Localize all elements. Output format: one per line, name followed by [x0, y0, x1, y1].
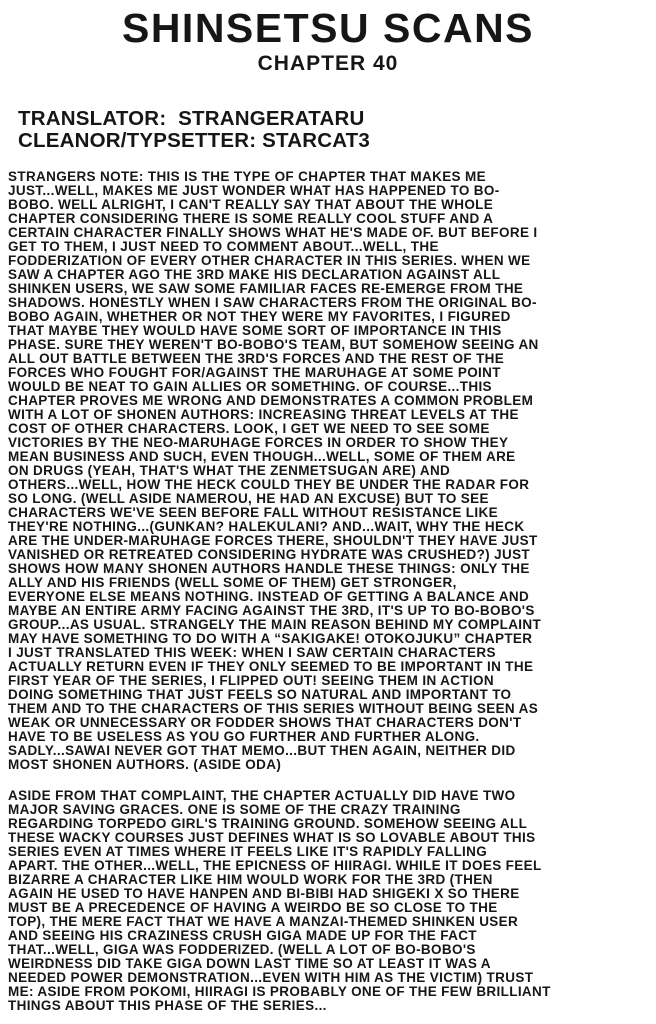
text-line: MUST BE A PRECEDENCE OF HAVING A WEIRDO BE SO CLOSE TO THE	[8, 900, 498, 915]
text-line: FODDERIZATION OF EVERY OTHER CHARACTER IN THIS SERIES. WHEN WE	[8, 253, 531, 268]
text-line: MEAN BUSINESS AND SUCH, EVEN THOUGH...WELL, SOME OF THEM ARE	[8, 449, 516, 464]
header	[0, 0, 656, 75]
text-line: CLEANOR/TYPSETTER: STARCAT3	[18, 129, 371, 152]
text-line: REGARDING TORPEDO GIRL'S TRAINING GROUND. SOMEHOW SEEING ALL	[8, 816, 528, 831]
text-line: WEAK OR UNNECESSARY OR FODDER SHOWS THAT CHARACTERS DON'T	[8, 715, 522, 730]
text-line: VANISHED OR RETREATED CONSIDERING HYDRATE WAS CRUSHED?) JUST	[8, 547, 531, 562]
notes-paragraph-2	[8, 789, 650, 1013]
text-line: I JUST TRANSLATED THIS WEEK: WHEN I SAW CERTAIN CHARACTERS	[8, 645, 496, 660]
text-line: THAT MAYBE THEY WOULD HAVE SOME SORT OF IMPORTANCE IN THIS	[8, 323, 502, 338]
text-line: APART. THE OTHER...WELL, THE EPICNESS OF HIIRAGI. WHILE IT DOES FEEL	[8, 858, 542, 873]
text-line: CHAPTER PROVES ME WRONG AND DEMONSTRATES A COMMON PROBLEM	[8, 393, 534, 408]
text-line: ARE THE UNDER-MARUHAGE FORCES THERE, SHOULDN'T THEY HAVE JUST	[8, 533, 538, 548]
text-line: THINGS ABOUT THIS PHASE OF THE SERIES...	[8, 998, 327, 1013]
text-line: MAJOR SAVING GRACES. ONE IS SOME OF THE CRAZY TRAINING	[8, 802, 461, 817]
text-line: ON DRUGS (YEAH, THAT'S WHAT THE ZENMETSUGAN ARE) AND	[8, 463, 451, 478]
text-line: SHADOWS. HONESTLY WHEN I SAW CHARACTERS FROM THE ORIGINAL BO-	[8, 295, 537, 310]
text-line: HAVE TO BE USELESS AS YOU GO FURTHER AND FURTHER ALONG.	[8, 729, 480, 744]
text-line: THAT...WELL, GIGA WAS FODDERIZED. (WELL A LOT OF BO-BOBO'S	[8, 942, 476, 957]
text-line: VICTORIES BY THE NEO-MARUHAGE FORCES IN ORDER TO SHOW THEY	[8, 435, 509, 450]
text-line: NEEDED POWER DEMONSTRATION...EVEN WITH HIM AS THE VICTIM) TRUST	[8, 970, 534, 985]
page-title: SHINSETSU SCANS	[121, 5, 535, 51]
text-line: SAW A CHAPTER AGO THE 3RD MAKE HIS DECLARATION AGAINST ALL	[8, 267, 501, 282]
text-line: COST OF OTHER CHARACTERS. LOOK, I GET WE NEED TO SEE SOME	[8, 421, 490, 436]
text-line: MOST SHONEN AUTHORS. (ASIDE ODA)	[8, 757, 282, 772]
text-line: PHASE. SURE THEY WEREN'T BO-BOBO'S TEAM, BUT SOMEHOW SEEING AN	[8, 337, 539, 352]
text-line: TOP), THE MERE FACT THAT WE HAVE A MANZAI-THEMED SHINKEN USER	[8, 914, 519, 929]
translator-notes	[8, 170, 650, 1013]
text-line: JUST...WELL, MAKES ME JUST WONDER WHAT HAS HAPPENED TO BO-	[8, 183, 500, 198]
text-line: GROUP...AS USUAL. STRANGELY THE MAIN REASON BEHIND MY COMPLAINT	[8, 617, 542, 632]
text-line: THEY'RE NOTHING...(GUNKAN? HALEKULANI? AND...WAIT, WHY THE HECK	[8, 519, 525, 534]
text-line: WEIRDNESS DID TAKE GIGA DOWN LAST TIME SO AT LEAST IT WAS A	[8, 956, 491, 971]
notes-paragraph-1	[8, 170, 650, 772]
text-line: CHAPTER CONSIDERING THERE IS SOME REALLY COOL STUFF AND A	[8, 211, 494, 226]
text-line: BIZARRE A CHARACTER LIKE HIM WOULD WORK FOR THE 3RD (THEN	[8, 872, 493, 887]
text-line: BOBO. WELL ALRIGHT, I CAN'T REALLY SAY THAT ABOUT THE WHOLE	[8, 197, 494, 212]
text-line: ME: ASIDE FROM POKOMI, HIIRAGI IS PROBABLY ONE OF THE FEW BRILLIANT	[8, 984, 551, 999]
text-line: DOING SOMETHING THAT JUST FEELS SO NATURAL AND IMPORTANT TO	[8, 687, 512, 702]
text-line: STRANGERS NOTE: THIS IS THE TYPE OF CHAPTER THAT MAKES ME	[8, 169, 486, 184]
text-line: ASIDE FROM THAT COMPLAINT, THE CHAPTER ACTUALLY DID HAVE TWO	[8, 788, 516, 803]
text-line: FIRST YEAR OF THE SERIES, I FLIPPED OUT! SEEING THEM IN ACTION	[8, 673, 494, 688]
text-line: CERTAIN CHARACTER FINALLY SHOWS WHAT HE'S MADE OF. BUT BEFORE I	[8, 225, 538, 240]
text-line: ALL OUT BATTLE BETWEEN THE 3RD'S FORCES AND THE REST OF THE	[8, 351, 505, 366]
text-line: THEM AND TO THE CHARACTERS OF THIS SERIES WITHOUT BEING SEEN AS	[8, 701, 539, 716]
text-line: AGAIN HE USED TO HAVE HANPEN AND BI-BIBI HAD SHIGEKI X SO THERE	[8, 886, 520, 901]
text-line: MAY HAVE SOMETHING TO DO WITH A “SAKIGAKE! OTOKOJUKU” CHAPTER	[8, 631, 533, 646]
text-line: SHINKEN USERS, WE SAW SOME FAMILIAR FACES RE-EMERGE FROM THE	[8, 281, 524, 296]
text-line: CHARACTERS WE'VE SEEN BEFORE FALL WITHOUT RESISTANCE LIKE	[8, 505, 498, 520]
text-line: FORCES WHO FOUGHT FOR/AGAINST THE MARUHAGE AT SOME POINT	[8, 365, 501, 380]
text-line: THESE WACKY COURSES JUST DEFINES WHAT IS SO LOVABLE ABOUT THIS	[8, 830, 536, 845]
text-line: OTHERS...WELL, HOW THE HECK COULD THEY BE UNDER THE RADAR FOR	[8, 477, 530, 492]
text-line: EVERYONE ELSE MEANS NOTHING. INSTEAD OF GETTING A BALANCE AND	[8, 589, 530, 604]
text-line: BOBO AGAIN, WHETHER OR NOT THEY WERE MY FAVORITES, I FIGURED	[8, 309, 511, 324]
text-line: ACTUALLY RETURN EVEN IF THEY ONLY SEEMED TO BE IMPORTANT IN THE	[8, 659, 534, 674]
credits-block	[18, 108, 656, 152]
text-line: TRANSLATOR: STRANGERATARU	[18, 107, 365, 130]
text-line: WITH A LOT OF SHONEN AUTHORS: INCREASING THREAT LEVELS AT THE	[8, 407, 519, 422]
chapter-subtitle: CHAPTER 40	[257, 52, 399, 75]
text-line: MAYBE AN ENTIRE ARMY FACING AGAINST THE 3RD, IT'S UP TO BO-BOBO'S	[8, 603, 535, 618]
text-line: WOULD BE NEAT TO GAIN ALLIES OR SOMETHING. OF COURSE...THIS	[8, 379, 492, 394]
text-line: SADLY...SAWAI NEVER GOT THAT MEMO...BUT THEN AGAIN, NEITHER DID	[8, 743, 516, 758]
text-line: AND SEEING HIS CRAZINESS CRUSH GIGA MADE UP FOR THE FACT	[8, 928, 477, 943]
text-line: GET TO THEM, I JUST NEED TO COMMENT ABOUT...WELL, THE	[8, 239, 439, 254]
text-line: ALLY AND HIS FRIENDS (WELL SOME OF THEM) GET STRONGER,	[8, 575, 457, 590]
text-line: SHOWS HOW MANY SHONEN AUTHORS HANDLE THESE THINGS: ONLY THE	[8, 561, 530, 576]
text-line: SO LONG. (WELL ASIDE NAMEROU, HE HAD AN EXCUSE) BUT TO SEE	[8, 491, 489, 506]
text-line: SERIES EVEN AT TIMES WHERE IT FEELS LIKE IT'S RAPIDLY FALLING	[8, 844, 488, 859]
